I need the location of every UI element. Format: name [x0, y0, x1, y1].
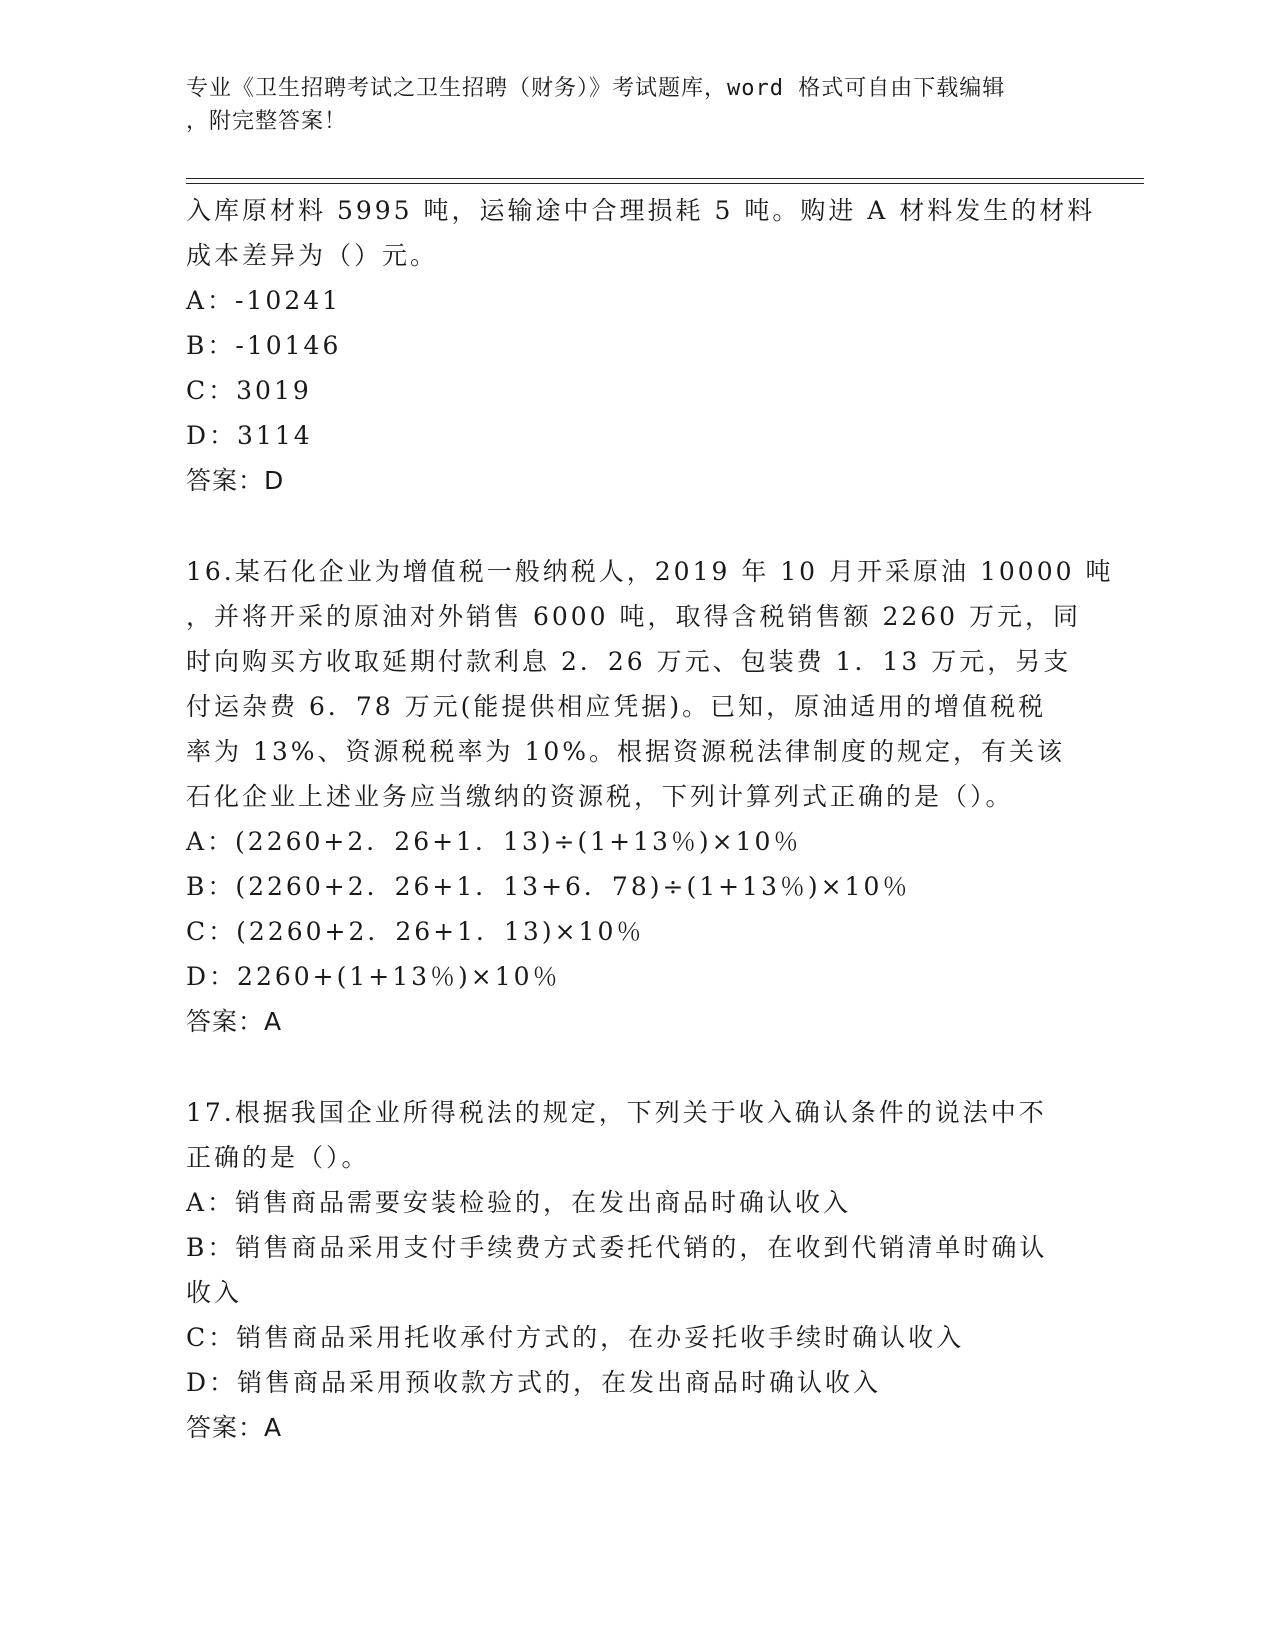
option-c: C：3019 — [186, 376, 312, 405]
option-a: A：-10241 — [186, 286, 342, 315]
header-rule-bottom — [186, 183, 1144, 184]
question-body — [186, 188, 1114, 1450]
option-d: D：销售商品采用预收款方式的，在发出商品时确认收入 — [186, 1368, 882, 1397]
answer-line: 答案：A — [186, 1413, 283, 1442]
option-b: B：销售商品采用支付手续费方式委托代销的，在收到代销清单时确认 — [186, 1233, 1048, 1262]
question-text-line: 时向购买方收取延期付款利息 2．26 万元、包装费 1．13 万元，另支 — [186, 647, 1072, 676]
option-a: A：销售商品需要安装检验的，在发出商品时确认收入 — [186, 1188, 852, 1217]
option-c: C：(2260+2．26+1．13)×10％ — [186, 917, 645, 946]
option-b: B：(2260+2．26+1．13+6．78)÷(1+13％)×10％ — [186, 872, 911, 901]
spacer — [186, 1044, 1086, 1090]
question-text-line: 付运杂费 6．78 万元(能提供相应凭据)。已知，原油适用的增值税税 — [186, 692, 1047, 721]
question-text-line: 成本差异为（）元。 — [186, 241, 439, 270]
option-d: D：3114 — [186, 421, 313, 450]
question-16 — [186, 549, 1114, 1044]
question-17 — [186, 1090, 1086, 1450]
spacer — [186, 503, 1086, 549]
question-text-line: 石化企业上述业务应当缴纳的资源税，下列计算列式正确的是（）。 — [186, 782, 1014, 811]
option-d: D：2260+(1+13％)×10％ — [186, 962, 561, 991]
question-text-line: 17.根据我国企业所得税法的规定，下列关于收入确认条件的说法中不 — [186, 1098, 1047, 1127]
header-rule-top — [186, 178, 1144, 179]
question-15 — [186, 188, 1096, 503]
answer-line: 答案：D — [186, 466, 285, 495]
header-line-2: ，附完整答案！ — [186, 109, 348, 134]
option-a: A：(2260+2．26+1．13)÷(1+13％)×10％ — [186, 827, 802, 856]
document-header — [186, 72, 1086, 138]
answer-line: 答案：A — [186, 1007, 283, 1036]
option-b: B：-10146 — [186, 331, 342, 360]
question-text-line: 16.某石化企业为增值税一般纳税人，2019 年 10 月开采原油 10000 吨 — [186, 557, 1114, 586]
header-line-1: 专业《卫生招聘考试之卫生招聘（财务）》考试题库，word 格式可自由下载编辑 — [186, 76, 1006, 101]
question-text-line: 率为 13%、资源税税率为 10%。根据资源税法律制度的规定，有关该 — [186, 737, 1066, 766]
question-text-line: 入库原材料 5995 吨，运输途中合理损耗 5 吨。购进 A 材料发生的材料 — [186, 196, 1096, 225]
option-b-continued: 收入 — [186, 1278, 243, 1307]
question-text-line: 正确的是（）。 — [186, 1143, 370, 1172]
option-c: C：销售商品采用托收承付方式的，在办妥托收手续时确认收入 — [186, 1323, 965, 1352]
question-text-line: ，并将开采的原油对外销售 6000 吨，取得含税销售额 2260 万元，同 — [186, 602, 1082, 631]
